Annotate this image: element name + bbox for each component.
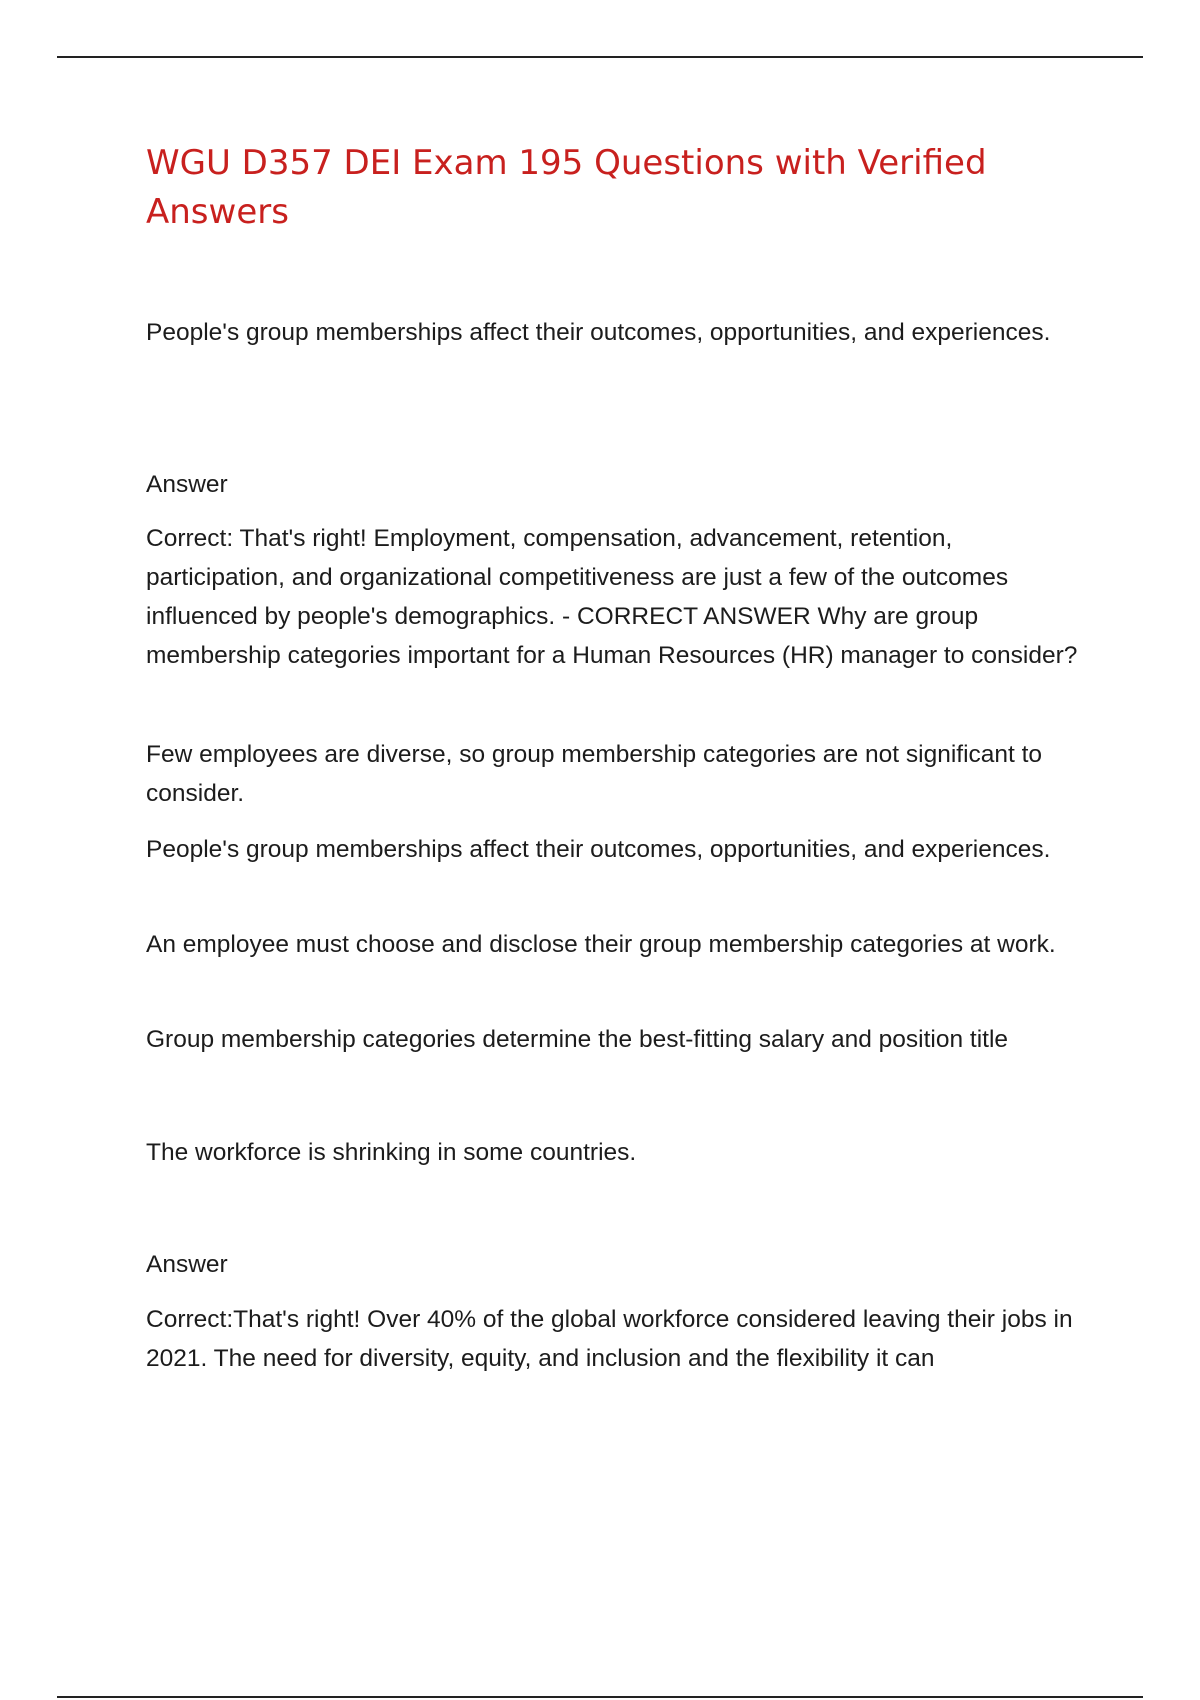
answer-option: Group membership categories determine the best-fitting salary and position title	[146, 1026, 1009, 1053]
footer-rule	[57, 1696, 1143, 1698]
answer-label: Answer	[146, 1251, 228, 1278]
answer-option: People's group memberships affect their outcomes, opportunities, and experiences.	[146, 836, 1051, 863]
answer-label: Answer	[146, 471, 228, 498]
question-statement: The workforce is shrinking in some countries.	[146, 1139, 637, 1166]
answer-option: An employee must choose and disclose their group membership categories at work.	[146, 931, 1056, 958]
document-title: WGU D357 DEI Exam 195 Questions with Verified Answers	[146, 143, 987, 232]
header-rule	[57, 56, 1143, 58]
answer-option: Few employees are diverse, so group membership categories are not significant to consider.	[146, 741, 1043, 807]
question-statement: People's group memberships affect their outcomes, opportunities, and experiences.	[146, 319, 1051, 346]
answer-explanation: Correct:That's right! Over 40% of the global workforce considered leaving their jobs in 2021. The need for diversity, equity, and inclusion and the flexibility it can	[146, 1306, 1073, 1372]
answer-explanation: Correct: That's right! Employment, compensation, advancement, retention, participation, and organizational competitiveness are just a few of the outcomes influenced by people's demographics. - CORRECT ANSWER Why are group membership categories important for a Human Resources (HR) manager to consider?	[146, 525, 1078, 669]
